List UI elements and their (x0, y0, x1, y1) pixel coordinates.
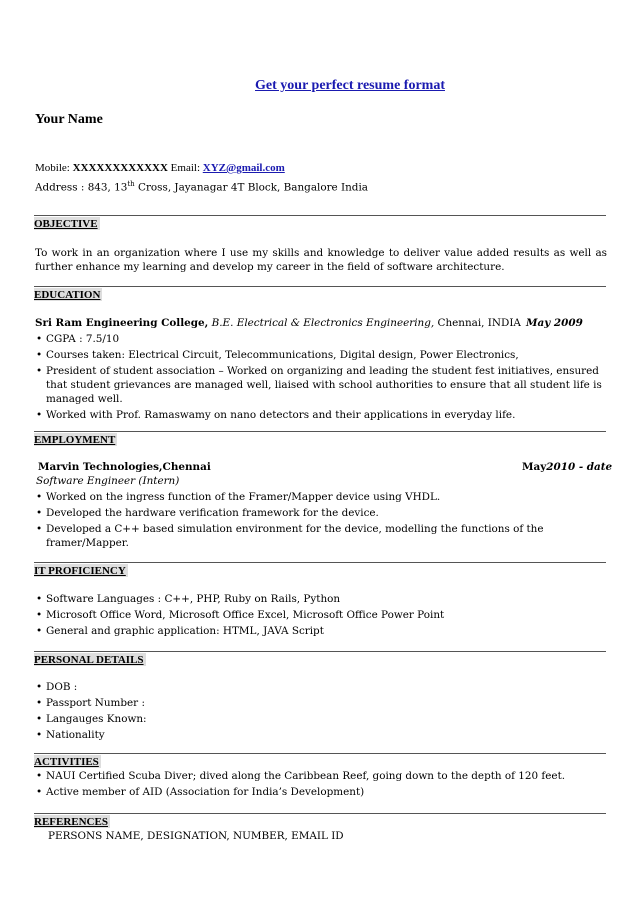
address-line (35, 176, 368, 195)
bullet-icon: • (36, 365, 43, 377)
list-item (36, 624, 608, 638)
list-item (36, 408, 608, 422)
list-item-text: Worked on the ingress function of the Framer/Mapper device using VHDL. (46, 491, 441, 503)
bullet-icon: • (36, 593, 43, 605)
list-item-text: Courses taken: Electrical Circuit, Telecommunications, Digital design, Power Electronics, (46, 349, 519, 361)
address-suffix: Cross, Jayanagar 4T Block, Bangalore India (134, 181, 368, 194)
list-item (36, 592, 608, 606)
personal-details-heading: PERSONAL DETAILS (34, 654, 144, 666)
it-proficiency-heading: IT PROFICIENCY (34, 565, 126, 577)
list-item (36, 332, 608, 346)
bullet-icon: • (36, 609, 43, 621)
list-item-text: Passport Number : (46, 697, 145, 709)
activities-heading: ACTIVITIES (34, 756, 99, 768)
activities-bullets (36, 769, 608, 801)
employment-heading: EMPLOYMENT (34, 434, 116, 446)
list-item (36, 608, 608, 622)
section-divider (34, 431, 606, 432)
list-item-text: Worked with Prof. Ramaswamy on nano detectors and their applications in everyday life. (46, 409, 516, 421)
education-date: May 2009 (526, 317, 583, 329)
bullet-icon: • (36, 349, 43, 361)
bullet-icon: • (36, 681, 43, 693)
personal-details-bullets (36, 680, 608, 744)
list-item-text: Active member of AID (Association for India’s Development) (46, 786, 365, 798)
section-divider (34, 813, 606, 814)
list-item-text: Software Languages : C++, PHP, Ruby on Rails, Python (46, 593, 341, 605)
list-item (36, 364, 608, 406)
list-item (36, 506, 608, 520)
education-bullets (36, 332, 608, 424)
list-item-text: President of student association – Worked on organizing and leading the student fest initiatives, ensured that student grievances are managed well, liaised with school authorities to ensure that all student life is managed well. (46, 365, 602, 405)
address-ordinal: th (127, 180, 135, 188)
bullet-icon: • (36, 625, 43, 637)
resume-format-link[interactable]: Get your perfect resume format (255, 78, 445, 93)
bullet-icon: • (36, 507, 43, 519)
education-entry (35, 317, 521, 329)
employment-date-suffix: 2010 - date (546, 461, 613, 473)
employment-bullets (36, 490, 608, 552)
list-item (36, 522, 608, 550)
section-divider (34, 286, 606, 287)
section-divider (34, 215, 606, 216)
section-divider (34, 562, 606, 563)
education-heading: EDUCATION (34, 289, 101, 301)
list-item (36, 712, 608, 726)
list-item (36, 696, 608, 710)
list-item-text: NAUI Certified Scuba Diver; dived along the Caribbean Reef, going down to the depth of 120 feet. (46, 770, 566, 782)
list-item (36, 490, 608, 504)
employment-date-prefix: May (522, 461, 547, 473)
list-item-text: Langauges Known: (46, 713, 147, 725)
mobile-value: XXXXXXXXXXXX (72, 162, 168, 174)
list-item (36, 785, 608, 799)
bullet-icon: • (36, 491, 43, 503)
list-item-text: DOB : (46, 681, 78, 693)
list-item-text: General and graphic application: HTML, JAVA Script (46, 625, 324, 637)
company-name: Marvin Technologies,Chennai (38, 461, 211, 473)
list-item-text: Developed the hardware verification framework for the device. (46, 507, 379, 519)
bullet-icon: • (36, 333, 43, 345)
bullet-icon: • (36, 729, 43, 741)
it-proficiency-bullets (36, 592, 608, 640)
list-item-text: CGPA : 7.5/10 (46, 333, 120, 345)
bullet-icon: • (36, 786, 43, 798)
job-role: Software Engineer (Intern) (36, 475, 180, 487)
section-divider (34, 753, 606, 754)
references-heading: REFERENCES (34, 816, 108, 828)
bullet-icon: • (36, 697, 43, 709)
bullet-icon: • (36, 409, 43, 421)
list-item (36, 728, 608, 742)
list-item (36, 680, 608, 694)
candidate-name: Your Name (35, 112, 103, 127)
objective-text: To work in an organization where I use my skills and knowledge to deliver value added results as well as further enhance my learning and develop my career in the field of software architecture. (35, 247, 607, 273)
list-item-text: Microsoft Office Word, Microsoft Office Excel, Microsoft Office Power Point (46, 609, 445, 621)
bullet-icon: • (36, 523, 43, 535)
email-label: Email: (167, 162, 203, 174)
degree-name: B.E. Electrical & Electronics Engineering, (208, 317, 435, 329)
address-prefix: Address : 843, 13 (35, 181, 128, 194)
email-link[interactable]: XYZ@gmail.com (202, 162, 285, 174)
objective-heading: OBJECTIVE (34, 218, 98, 230)
list-item-text: Developed a C++ based simulation environment for the device, modelling the functions of the framer/Mapper. (46, 523, 544, 549)
college-location: Chennai, INDIA (434, 317, 521, 329)
references-text: PERSONS NAME, DESIGNATION, NUMBER, EMAIL ID (48, 830, 344, 842)
bullet-icon: • (36, 770, 43, 782)
college-name: Sri Ram Engineering College, (35, 317, 209, 329)
list-item-text: Nationality (46, 729, 105, 741)
employment-date (522, 461, 612, 473)
list-item (36, 348, 608, 362)
list-item (36, 769, 608, 783)
contact-line (35, 160, 285, 176)
mobile-label: Mobile: (35, 162, 73, 174)
section-divider (34, 651, 606, 652)
bullet-icon: • (36, 713, 43, 725)
